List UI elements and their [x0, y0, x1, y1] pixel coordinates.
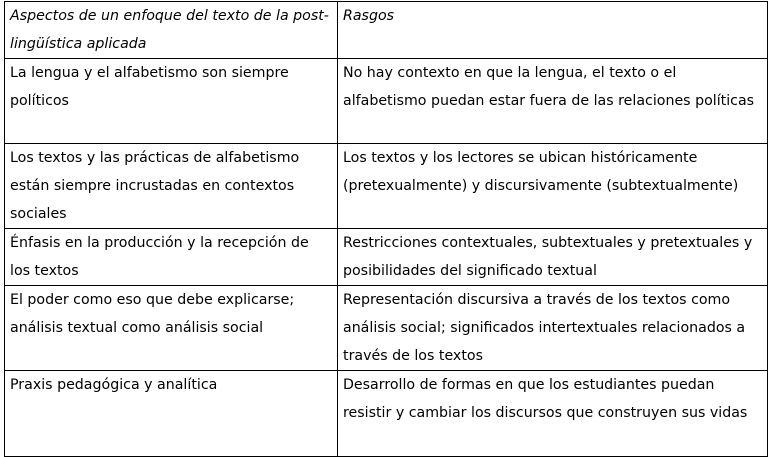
table-row [5, 229, 768, 286]
aspect-cell: Énfasis en la producción y la recepción de los textos [5, 229, 338, 286]
aspect-cell: La lengua y el alfabetismo son siempre políticos [5, 59, 338, 144]
table-header-row [5, 2, 768, 59]
header-traits: Rasgos [338, 2, 768, 59]
table-row [5, 144, 768, 229]
table-row [5, 286, 768, 371]
aspect-cell: Los textos y las prácticas de alfabetismo están siempre incrustadas en contextos sociales [5, 144, 338, 229]
aspect-cell: Praxis pedagógica y analítica [5, 371, 338, 457]
table-row [5, 371, 768, 457]
trait-cell: Restricciones contextuales, subtextuales y pretextuales y posibilidades del significado textual [338, 229, 768, 286]
table-row [5, 59, 768, 144]
aspects-traits-table [4, 1, 768, 457]
trait-cell: Los textos y los lectores se ubican históricamente (pretexualmente) y discursivamente (subtextualmente) [338, 144, 768, 229]
header-aspects: Aspectos de un enfoque del texto de la post-lingüística aplicada [5, 2, 338, 59]
aspect-cell: El poder como eso que debe explicarse; análisis textual como análisis social [5, 286, 338, 371]
trait-cell: Desarrollo de formas en que los estudiantes puedan resistir y cambiar los discursos que construyen sus vidas [338, 371, 768, 457]
trait-cell: Representación discursiva a través de los textos como análisis social; significados intertextuales relacionados a través de los textos [338, 286, 768, 371]
trait-cell: No hay contexto en que la lengua, el texto o el alfabetismo puedan estar fuera de las relaciones políticas [338, 59, 768, 144]
